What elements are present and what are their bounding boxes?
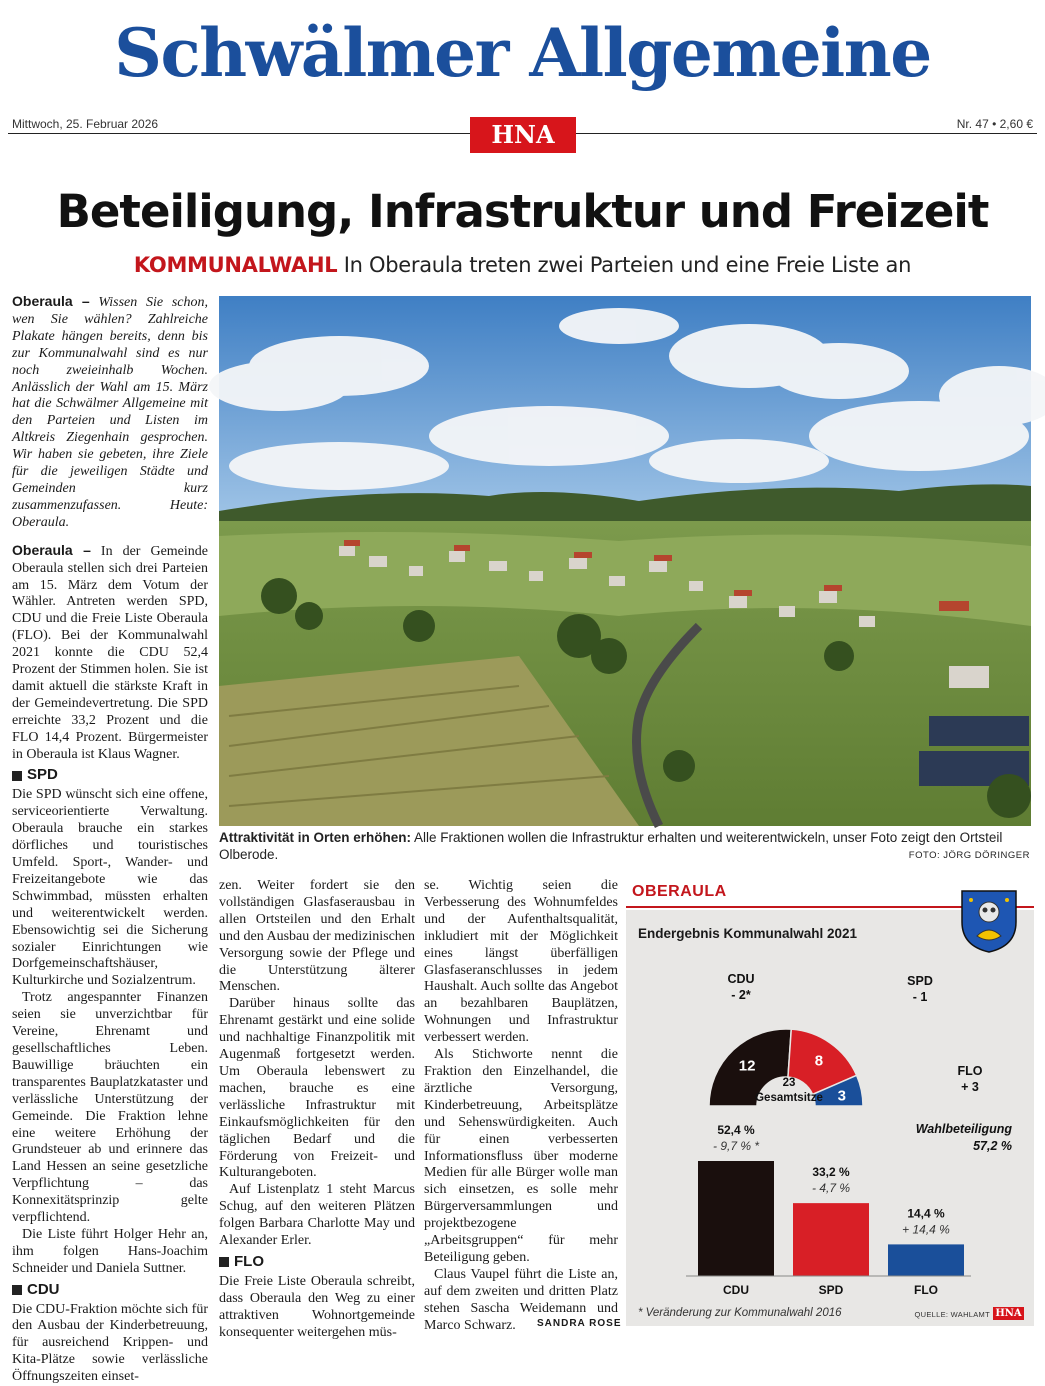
bar-value-flo: 14,4 % bbox=[907, 1206, 945, 1221]
article-column-3 bbox=[424, 878, 618, 1334]
section-heading-flo: FLO bbox=[219, 1254, 415, 1271]
seat-change-spd: - 1 bbox=[912, 990, 928, 1004]
masthead-rule-left bbox=[8, 133, 470, 134]
flo-paragraph-1: Die Freie Liste Oberaula schreibt, dass Oberaula den Weg zu einer attraktiven Wohnortgemeinde konsequenter weitergehen müs- bbox=[219, 1273, 415, 1340]
bullet-square-icon bbox=[12, 771, 22, 781]
infobox-title: OBERAULA bbox=[632, 883, 727, 900]
seat-count-cdu: 12 bbox=[738, 1057, 756, 1075]
election-chart bbox=[626, 878, 1034, 1326]
seat-change-flo: + 3 bbox=[961, 1080, 979, 1094]
article-subline bbox=[0, 250, 1045, 280]
caption-bold: Attraktivität in Orten erhöhen: bbox=[219, 830, 412, 845]
col3-paragraph-1: se. Wichtig seien die Verbesserung des Wohnumfeldes und der Aufenthaltsqualität, inkludiert mit der Möglichkeit eines längst überfälligen Glasfaseranschlusses in jedem Haushalt. Auch sollte das Angebot an bezahlbaren Bauplätzen, Wohnungen und Infrastruktur verbessert werden. bbox=[424, 878, 618, 1046]
hna-logo: HNA bbox=[470, 117, 576, 153]
seat-label-spd: SPD bbox=[907, 974, 933, 988]
bar-change-spd: - 4,7 % bbox=[811, 1181, 851, 1196]
seat-label-cdu: CDU bbox=[727, 972, 755, 986]
section-heading-cdu: CDU bbox=[12, 1282, 208, 1299]
spd-paragraph-3: Die Liste führt Holger Hehr an, ihm folgen Hans-Joachim Schneider und Daniela Suttner. bbox=[12, 1226, 208, 1276]
election-infobox bbox=[626, 878, 1034, 1326]
section-heading-spd: SPD bbox=[12, 767, 208, 784]
village-aerial-photo bbox=[219, 296, 1031, 826]
col2-paragraph-1: zen. Weiter fordert sie den vollständigen Glasfaserausbau in allen Ortsteilen und den Erhalt und den Ausbau der medizinischen Versorgung sowie der Pflege und die Unterstützung älterer Menschen. bbox=[219, 878, 415, 995]
turnout-value: 57,2 % bbox=[973, 1139, 1012, 1153]
bullet-square-icon bbox=[219, 1257, 229, 1267]
article-author: SANDRA ROSE bbox=[537, 1318, 622, 1329]
intro-text: Wissen Sie schon, wen Sie wählen? Zahlreiche Plakate hängen bereits, denn bis zur Kommunalwahl sind es nur noch zweieinhalb Wochen. Anlässlich der Wahl am 15. März hat die Schwälmer Allgemeine mit den Parteien und Listen im Altkreis Ziegenhain gesprochen. Wir haben sie gebeten, ihre Ziele für die jeweiligen Städte und Gemeinden kurz zusammenzufassen. Heute: Oberaula. bbox=[12, 295, 208, 530]
turnout-label: Wahlbeteiligung bbox=[915, 1122, 1012, 1136]
infobox-footnote: * Veränderung zur Kommunalwahl 2016 bbox=[638, 1307, 842, 1319]
issue-number-price: Nr. 47 • 2,60 € bbox=[956, 117, 1033, 131]
seat-label-flo: FLO bbox=[957, 1064, 983, 1078]
bar-cdu bbox=[698, 1161, 774, 1276]
intro-lead: Oberaula – bbox=[12, 293, 90, 309]
body-lead: Oberaula – bbox=[12, 541, 91, 558]
bar-change-flo: + 14,4 % bbox=[902, 1222, 950, 1237]
photo-credit: FOTO: JÖRG DÖRINGER bbox=[908, 850, 1030, 861]
col3-paragraph-3: Claus Vaupel führt die Liste an, auf dem zweiten und dritten Platz stehen Sascha Weidemann und Marco Schwarz. bbox=[424, 1266, 618, 1333]
spd-paragraph-2: Trotz angespannter Finanzen seien sie unverzichtbar für Vereine, Ehrenamt und gesellschaftliches Leben. Bauwillige bräuchten ein transparentes Bauplatzkataster und verlässliche Unterstützung der Gemeinde. Die Fraktion lehne eine weitere Erhöhung der Grundsteuer ab und erinnere das Land Hessen an seine gesetzliche Verpflichtung – das Konnexitätsprinzip gelte verpflichtend. bbox=[12, 990, 208, 1226]
article-kicker: KOMMUNALWAHL bbox=[133, 253, 338, 277]
seat-count-spd: 8 bbox=[814, 1052, 824, 1070]
bar-value-cdu: 52,4 % bbox=[717, 1123, 755, 1137]
seat-total-label: Gesamtsitze bbox=[755, 1092, 823, 1104]
bar-value-spd: 33,2 % bbox=[812, 1165, 850, 1180]
bar-change-cdu: - 9,7 % * bbox=[712, 1139, 760, 1153]
bullet-square-icon bbox=[12, 1285, 22, 1295]
article-subline-text: In Oberaula treten zwei Parteien und eine Freie Liste an bbox=[343, 253, 912, 277]
masthead-rule-right bbox=[576, 133, 1037, 134]
article-column-2 bbox=[219, 878, 415, 1341]
caption-text: Alle Fraktionen wollen die Infrastruktur erhalten und weiterentwickeln, unser Foto zeigt den Ortsteil Olberode. bbox=[219, 830, 1003, 862]
infobox-hna-logo: HNA bbox=[993, 1307, 1024, 1320]
bar-category-flo: FLO bbox=[914, 1283, 938, 1297]
col2-paragraph-2: Darüber hinaus sollte das Ehrenamt gestärkt und eine solide und nachhaltige Finanzpolitik mit Augenmaß fortgesetzt werden. Um Oberaula lebenswert zu machen, brauche es eine verlässliche Infrastruktur mit Einkaufsmöglichkeiten für den täglichen Bedarf und die Förderung von Freizeit- und Kulturangeboten. bbox=[219, 996, 415, 1181]
issue-date: Mittwoch, 25. Februar 2026 bbox=[12, 117, 159, 131]
spd-paragraph-1: Die SPD wünscht sich eine offene, serviceorientierte Verwaltung. Oberaula brauche ein starkes dörfliches und touristisches Umfeld. Sport-, Wander- und Freizeitangebote wie das Schwimmbad, müssten erhalten und weiterentwickelt werden. Ebensowichtig sei die Sicherung sozialer Einrichtungen wie Dorfgemeinschaftshäuser, Kulturkirche und Sozialzentrum. bbox=[12, 787, 208, 989]
bar-flo bbox=[888, 1244, 964, 1276]
bar-category-spd: SPD bbox=[818, 1283, 844, 1297]
bar-spd bbox=[793, 1203, 869, 1276]
cdu-paragraph-1: Die CDU-Fraktion möchte sich für den Ausbau der Kinderbetreuung, für ausreichend Krippen- und Kita-Plätze sowie verlässliche Öffnungszeiten einset- bbox=[12, 1301, 208, 1385]
infobox-source: QUELLE: WAHLAMT bbox=[914, 1310, 990, 1319]
article-photo bbox=[219, 296, 1031, 826]
article-column-1 bbox=[12, 293, 208, 1386]
article-body-1 bbox=[12, 542, 208, 764]
infobox-subtitle: Endergebnis Kommunalwahl 2021 bbox=[638, 926, 858, 941]
seat-total: 23 bbox=[782, 1077, 796, 1089]
col3-paragraph-2: Als Stichworte nennt die Fraktion den Einzelhandel, die ärztliche Versorgung, Kinderbetreuung, Arbeitsplätze und Sehenswürdigkeiten. Auch für einen verbesserten Informationsfluss über moderne Medien für alle Bürger wolle man sich einsetzen, es solle mehr Bürgerversammlungen und projektbezogene „Arbeitsgruppen“ für mehr Beteiligung geben. bbox=[424, 1047, 618, 1265]
article-intro bbox=[12, 293, 208, 532]
body-text-1: In der Gemeinde Oberaula stellen sich drei Parteien am 15. März dem Votum der Wähler. Antreten werden SPD, CDU und die Freie Liste Oberaula (FLO). Bei der Kommunalwahl 2021 konnte die CDU 52,4 Prozent der Stimmen holen. Sie ist damit aktuell die stärkste Kraft in der Gemeindevertretung. Die SPD erreichte 33,2 Prozent und die FLO 14,4 Prozent. Bürgermeister in Oberaula ist Klaus Wagner. bbox=[12, 543, 208, 762]
seat-change-cdu: - 2* bbox=[731, 988, 751, 1002]
masthead-title: Schwälmer Allgemeine bbox=[114, 14, 931, 92]
bar-category-cdu: CDU bbox=[723, 1283, 749, 1297]
seat-count-flo: 3 bbox=[837, 1087, 846, 1105]
col2-paragraph-3: Auf Listenplatz 1 steht Marcus Schug, auf den weiteren Plätzen folgen Barbara Charlotte May und Alexander Erler. bbox=[219, 1182, 415, 1249]
vote-share-chart bbox=[686, 1123, 971, 1297]
article-headline: Beteiligung, Infrastruktur und Freizeit bbox=[56, 185, 989, 238]
